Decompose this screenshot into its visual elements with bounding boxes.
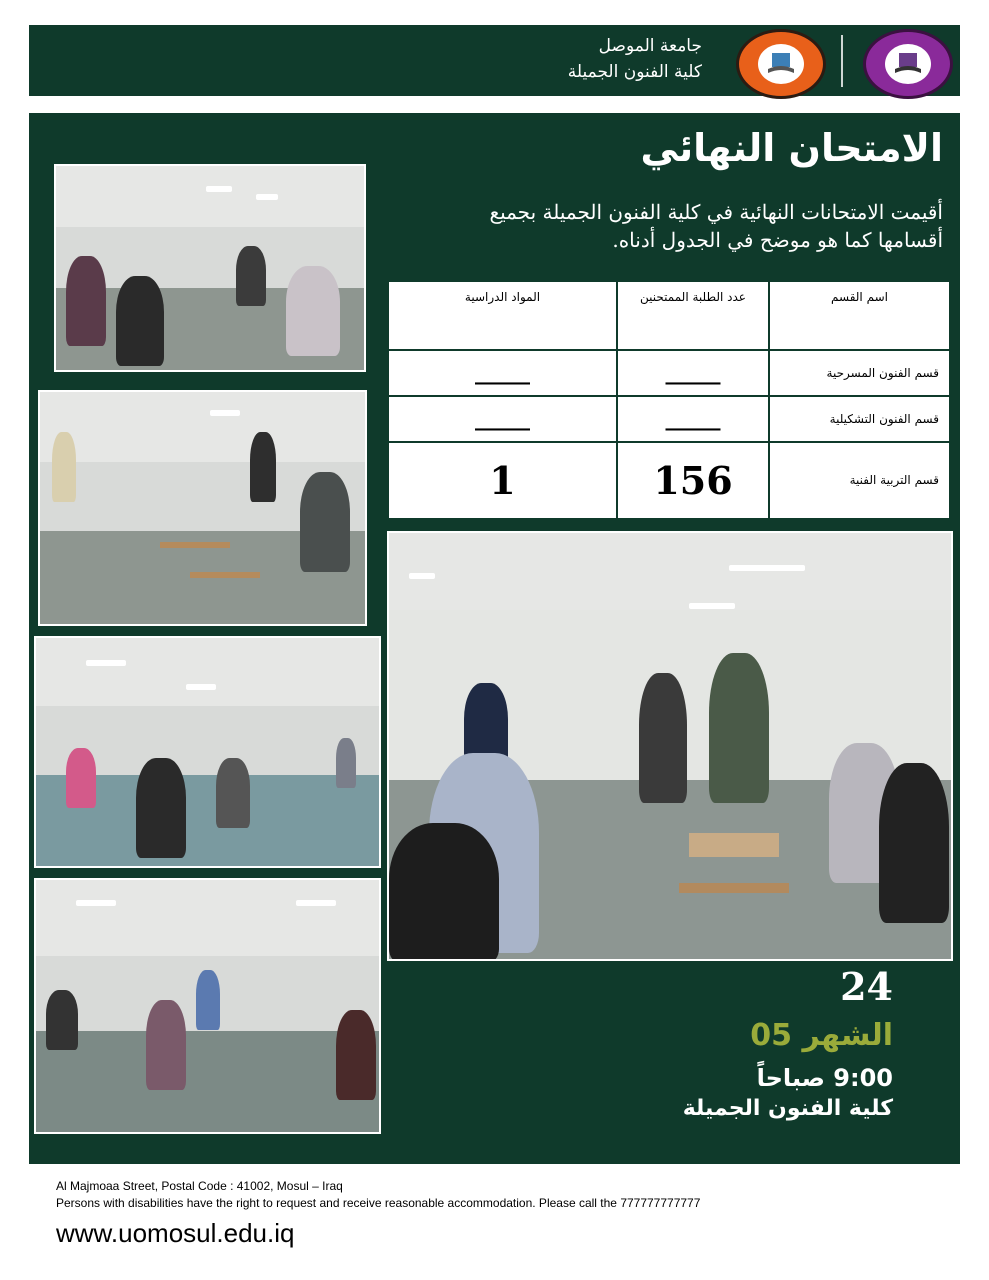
exam-month: الشهر 05: [750, 1018, 893, 1053]
table-row: [388, 442, 950, 519]
university-name: جامعة الموصل: [598, 36, 702, 56]
intro-paragraph: أقيمت الامتحانات النهائية في كلية الفنون الجميلة بجميع أقسامها كما هو موضح في الجدول أدناه.: [489, 200, 943, 252]
exam-table: [387, 280, 951, 520]
column-header-department: اسم القسم: [769, 281, 950, 350]
department-cell: قسم الفنون التشكيلية: [769, 396, 950, 442]
column-header-subjects: المواد الدراسية: [388, 281, 617, 350]
column-header-students: عدد الطلبة الممتحنين: [617, 281, 769, 350]
page-title: الامتحان النهائي: [640, 126, 943, 170]
students-cell: _____: [617, 350, 769, 396]
website-link[interactable]: www.uomosul.edu.iq: [56, 1218, 295, 1248]
table-row: [388, 396, 950, 442]
students-cell: _____: [617, 396, 769, 442]
department-cell: قسم الفنون المسرحية: [769, 350, 950, 396]
college-name: كلية الفنون الجميلة: [567, 62, 702, 82]
college-logo: [863, 29, 953, 99]
header-text: [568, 33, 702, 85]
exam-hall-photo-1: [54, 164, 366, 372]
footer-accessibility-note: Persons with disabilities have the right to request and receive reasonable accommodation. Please call the 777777777777: [56, 1196, 701, 1210]
exam-location: كلية الفنون الجميلة: [682, 1096, 893, 1121]
department-cell: قسم التربية الفنية: [769, 442, 950, 519]
table-header-row: [388, 281, 950, 350]
subjects-cell: _____: [388, 396, 617, 442]
logo-divider: [841, 35, 843, 87]
header-bar: [29, 25, 960, 96]
footer: [56, 1178, 700, 1250]
exam-day: 24: [840, 964, 893, 1009]
exam-hall-photo-main: [387, 531, 953, 961]
subjects-cell: 1: [388, 442, 617, 519]
exam-time: 9:00 صباحاً: [756, 1064, 893, 1092]
book-icon: [766, 51, 796, 77]
footer-address: Al Majmoaa Street, Postal Code : 41002, Mosul – Iraq: [56, 1179, 343, 1193]
table-row: [388, 350, 950, 396]
subjects-cell: _____: [388, 350, 617, 396]
book-icon: [893, 51, 923, 77]
exam-hall-photo-4: [34, 878, 381, 1134]
exam-hall-photo-2: [38, 390, 367, 626]
university-logo: [736, 29, 826, 99]
students-cell: 156: [617, 442, 769, 519]
exam-hall-photo-3: [34, 636, 381, 868]
